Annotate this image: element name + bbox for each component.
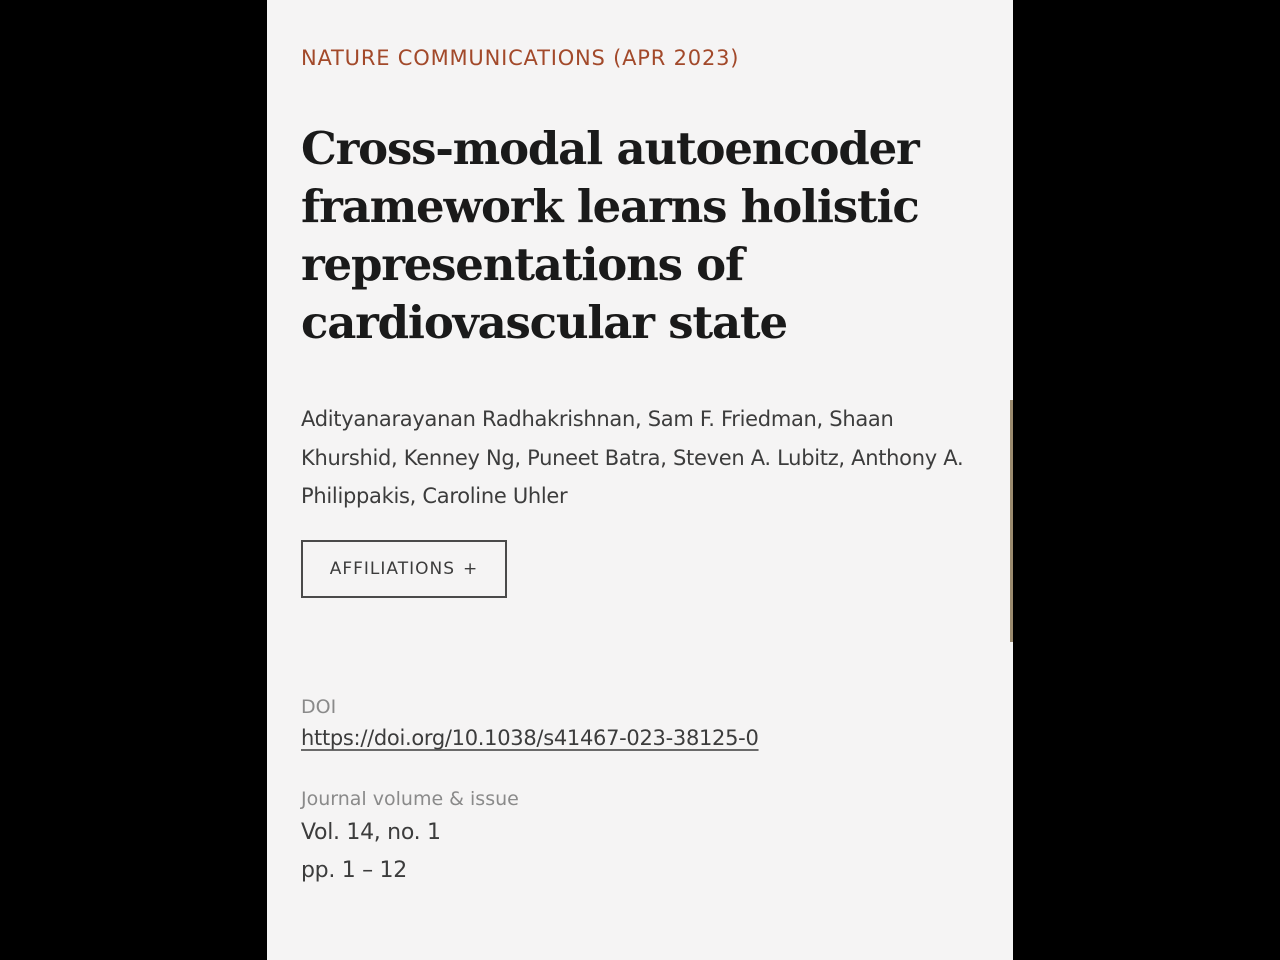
journal-name: NATURE COMMUNICATIONS (APR 2023) bbox=[301, 46, 740, 70]
affiliations-button[interactable] bbox=[301, 540, 507, 598]
journal-volume-label: Journal volume & issue bbox=[301, 788, 519, 810]
plus-icon: + bbox=[463, 559, 479, 579]
article-card bbox=[267, 0, 1013, 960]
author-list: Adityanarayanan Radhakrishnan, Sam F. Friedman, Shaan Khurshid, Kenney Ng, Puneet Batra, Steven A. Lubitz, Anthony A. Philippakis, Caroline Uhler bbox=[301, 407, 964, 508]
doi-label: DOI bbox=[301, 696, 337, 718]
article-title: Cross-modal autoencoder framework learns holistic representations of cardiovascular state bbox=[301, 122, 919, 349]
journal-volume: Vol. 14, no. 1 bbox=[301, 820, 441, 845]
page-range: pp. 1 – 12 bbox=[301, 858, 407, 883]
scrollbar-thumb[interactable] bbox=[1010, 400, 1013, 642]
doi-link[interactable]: https://doi.org/10.1038/s41467-023-38125-0 bbox=[301, 726, 759, 750]
affiliations-label: AFFILIATIONS bbox=[329, 559, 456, 579]
